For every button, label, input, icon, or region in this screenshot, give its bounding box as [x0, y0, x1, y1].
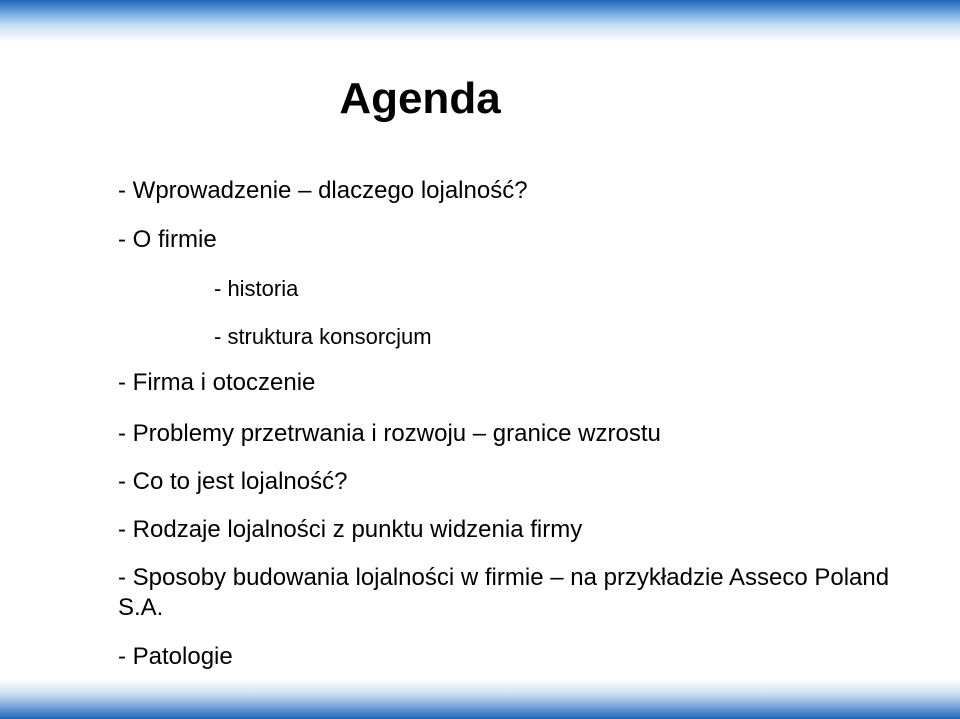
slide-title-text: Agenda: [339, 74, 501, 123]
agenda-item-wprowadzenie: - Wprowadzenie – dlaczego lojalność?: [118, 177, 528, 204]
agenda-item-rodzaje: - Rodzaje lojalności z punktu widzenia firmy: [118, 516, 583, 543]
agenda-subitem-struktura: - struktura konsorcjum: [214, 324, 432, 349]
agenda-item-o-firmie: - O firmie: [118, 226, 217, 253]
top-gradient-band: [0, 0, 960, 42]
agenda-item-co-to-jest: - Co to jest lojalność?: [118, 468, 348, 495]
agenda-subitem-historia: - historia: [214, 276, 299, 301]
agenda-item-patologie: - Patologie: [118, 643, 233, 670]
bottom-gradient-band: [0, 679, 960, 719]
agenda-item-problemy: - Problemy przetrwania i rozwoju – granice wzrostu: [118, 420, 661, 447]
slide-title: [0, 68, 900, 130]
agenda-item-sposoby: - Sposoby budowania lojalności w firmie – na przykładzie Asseco Poland S.A.: [118, 564, 890, 621]
agenda-item-firma-otoczenie: - Firma i otoczenie: [118, 369, 316, 396]
